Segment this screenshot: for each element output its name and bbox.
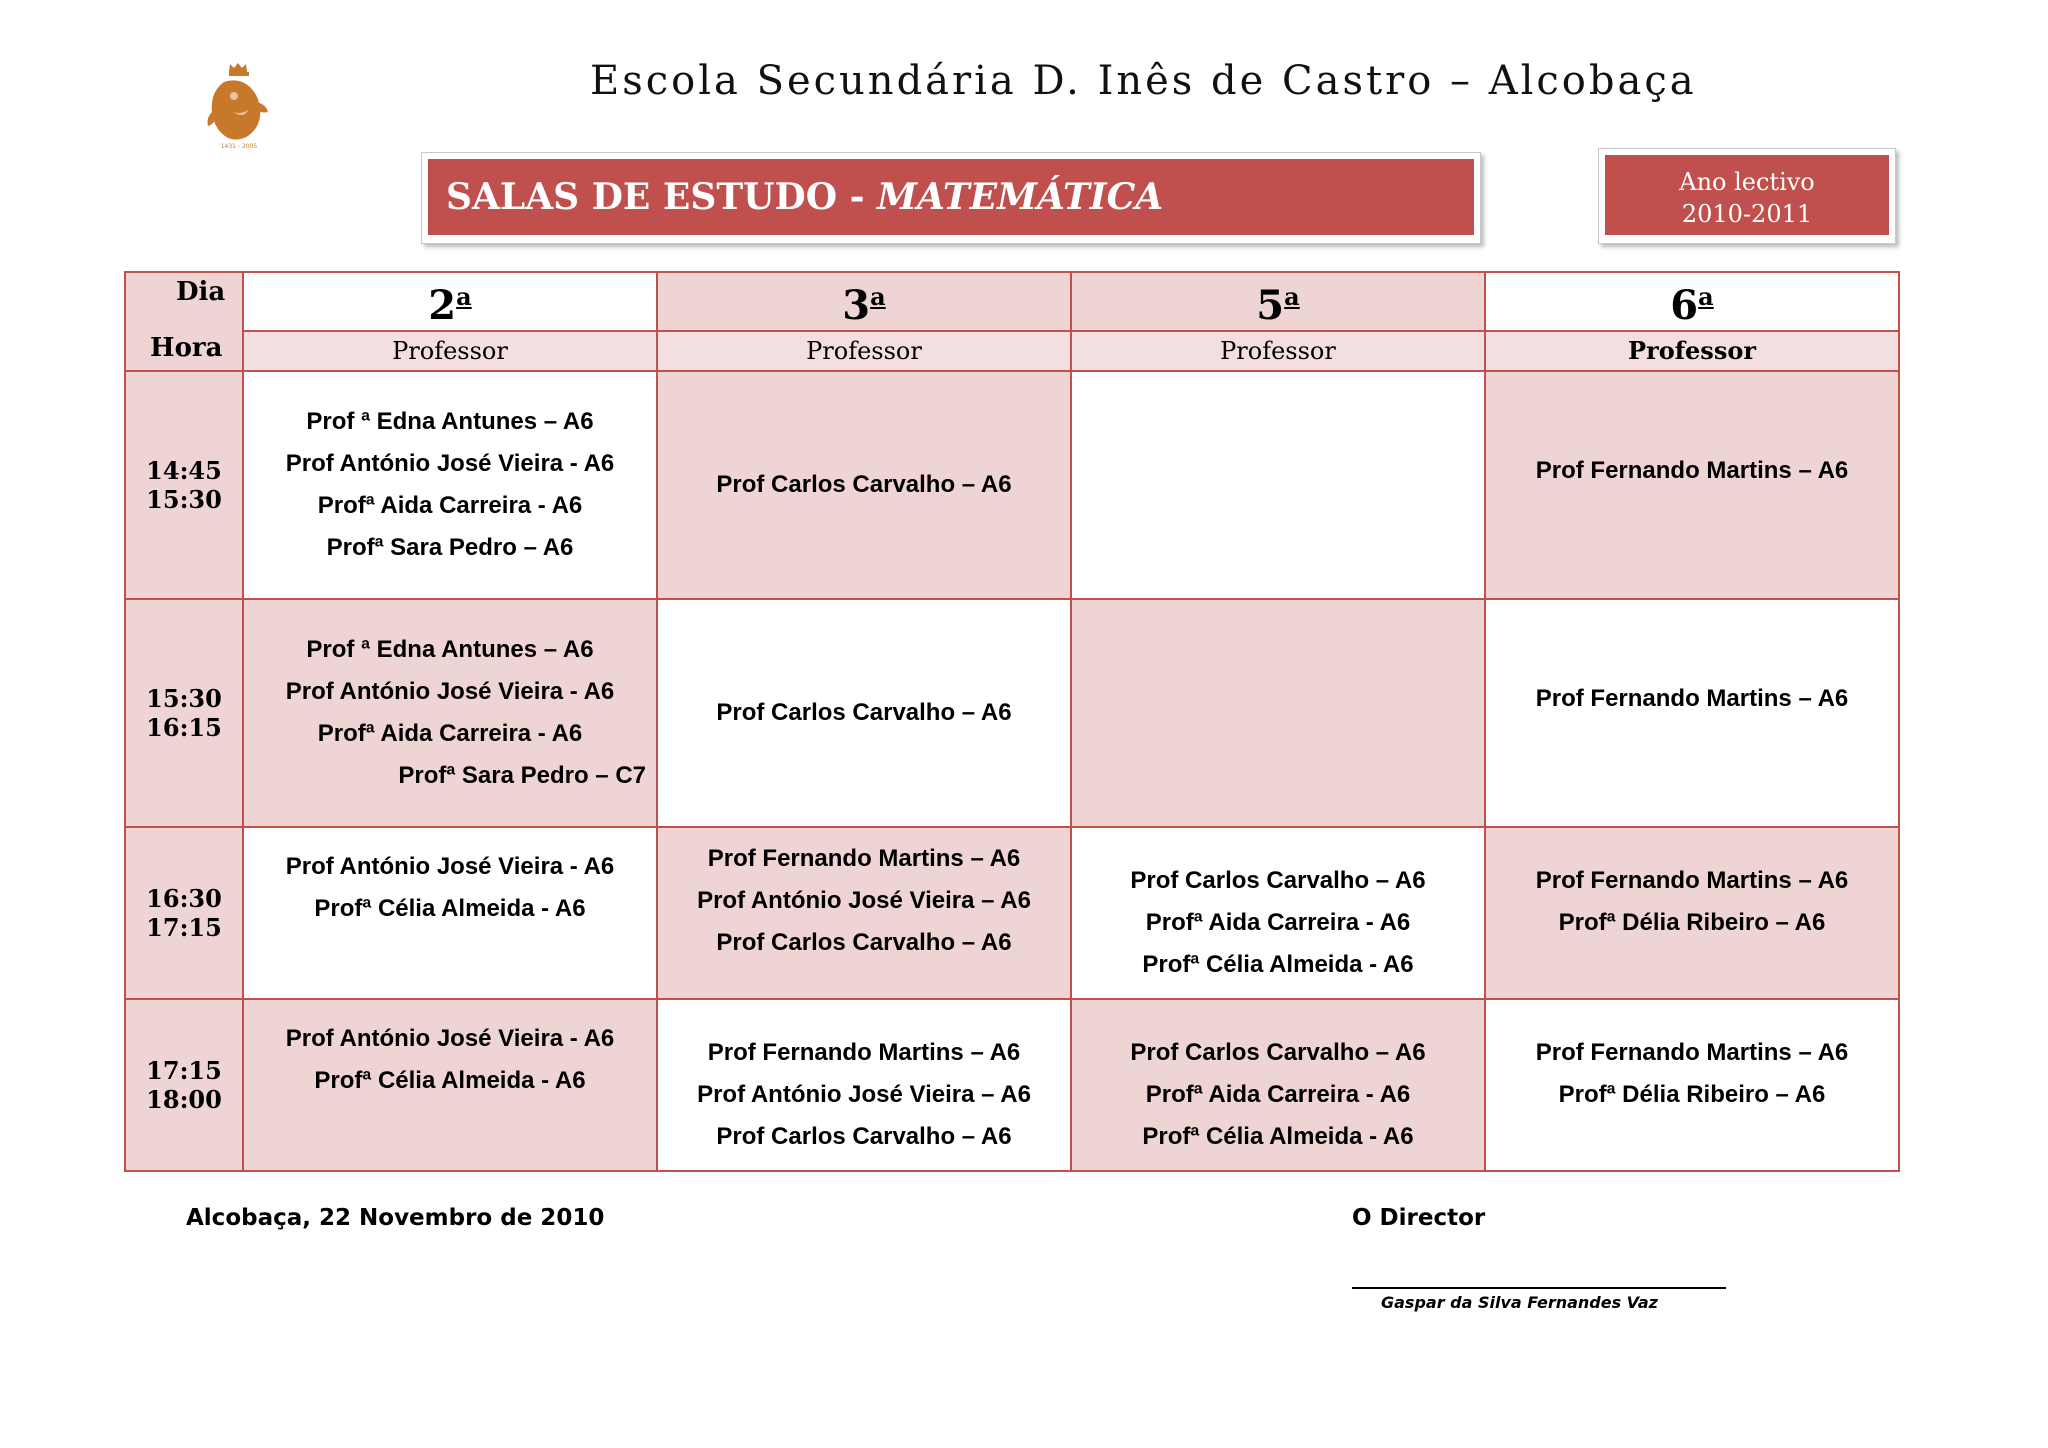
director-name: Gaspar da Silva Fernandes Vaz (1381, 1293, 1658, 1312)
teacher-entry: Prof Fernando Martins – A6 (707, 845, 1021, 872)
school-year-value: 2010-2011 (1681, 200, 1813, 228)
day-ordinal: a (1698, 282, 1714, 311)
day-number: 5 (1256, 282, 1285, 329)
schedule-cell (243, 999, 657, 1171)
title-main: SALAS DE ESTUDO - (446, 176, 878, 218)
schedule-cell (657, 827, 1071, 999)
teacher-entry: Profª Aida Carreira - A6 (1145, 909, 1411, 936)
time-end: 15:30 (146, 485, 222, 514)
schedule-cell (657, 999, 1071, 1171)
professor-header: Professor (657, 331, 1071, 371)
day-ordinal: a (870, 282, 886, 311)
schedule-cell (1485, 599, 1899, 827)
teacher-entry: Prof António José Vieira – A6 (697, 1081, 1031, 1108)
schedule-cell (1485, 827, 1899, 999)
professor-header: Professor (1071, 331, 1485, 371)
teacher-entry: Profª Célia Almeida - A6 (314, 895, 586, 922)
day-ordinal: a (456, 282, 472, 311)
title-banner-bar (428, 159, 1474, 235)
corner-hora-label: Hora (150, 333, 223, 363)
day-number: 6 (1670, 282, 1699, 329)
table-row (125, 999, 1899, 1171)
time-end: 17:15 (146, 913, 222, 942)
schedule-cell (243, 827, 657, 999)
corner-dia-label: Dia (176, 277, 226, 307)
schedule-cell (1485, 371, 1899, 599)
table-row (125, 371, 1899, 599)
schedule-cell (657, 371, 1071, 599)
title-banner (421, 152, 1481, 244)
teacher-entry: Prof Fernando Martins – A6 (707, 1039, 1021, 1066)
schedule-table (124, 271, 1900, 1172)
teacher-entry: Prof Carlos Carvalho – A6 (716, 471, 1012, 498)
teacher-entry: Profª Sara Pedro – C7 (398, 762, 646, 789)
day-header-5 (1071, 272, 1485, 331)
schedule-cell (1485, 999, 1899, 1171)
time-cell (125, 371, 243, 599)
professor-header: Professor (1485, 331, 1899, 371)
schedule-cell (1071, 999, 1485, 1171)
corner-cell (125, 272, 243, 371)
school-title: Escola Secundária D. Inês de Castro – Alcobaça (590, 58, 1697, 104)
teacher-entry: Profª Célia Almeida - A6 (1142, 1123, 1414, 1150)
signature-line (1352, 1287, 1726, 1289)
time-cell (125, 999, 243, 1171)
time-start: 15:30 (146, 684, 222, 713)
teacher-entry: Prof António José Vieira - A6 (285, 853, 615, 880)
teacher-entry: Profª Délia Ribeiro – A6 (1558, 1081, 1826, 1108)
teacher-entry: Prof Carlos Carvalho – A6 (716, 699, 1012, 726)
school-year-box (1598, 148, 1896, 244)
header-professor-row (125, 331, 1899, 371)
teacher-entry: Profª Aida Carreira - A6 (317, 720, 583, 747)
professor-header: Professor (243, 331, 657, 371)
day-number: 3 (842, 282, 871, 329)
teacher-entry: Prof António José Vieira - A6 (285, 450, 615, 477)
teacher-entry: Prof Fernando Martins – A6 (1535, 685, 1849, 712)
schedule-cell (243, 599, 657, 827)
teacher-entry: Prof António José Vieira - A6 (285, 678, 615, 705)
teacher-entry: Profª Sara Pedro – A6 (326, 534, 574, 561)
title-subject: MATEMÁTICA (877, 176, 1164, 218)
teacher-entry: Profª Délia Ribeiro – A6 (1558, 909, 1826, 936)
day-number: 2 (428, 282, 457, 329)
time-start: 17:15 (146, 1056, 222, 1085)
teacher-entry: Prof ª Edna Antunes – A6 (306, 636, 594, 663)
time-start: 16:30 (146, 884, 222, 913)
schedule-cell (657, 599, 1071, 827)
teacher-entry: Prof Carlos Carvalho – A6 (716, 1123, 1012, 1150)
time-cell (125, 599, 243, 827)
teacher-entry: Prof António José Vieira – A6 (697, 887, 1031, 914)
teacher-entry: Prof Fernando Martins – A6 (1535, 457, 1849, 484)
schedule-cell-empty (1071, 371, 1485, 599)
schedule-cell (1071, 827, 1485, 999)
teacher-entry: Profª Célia Almeida - A6 (314, 1067, 586, 1094)
schedule-cell-empty (1071, 599, 1485, 827)
day-header-6 (1485, 272, 1899, 331)
teacher-entry: Prof Carlos Carvalho – A6 (1130, 867, 1426, 894)
teacher-entry: Prof ª Edna Antunes – A6 (306, 408, 594, 435)
day-header-2 (243, 272, 657, 331)
school-year-label: Ano lectivo (1679, 168, 1815, 196)
time-end: 18:00 (146, 1085, 222, 1114)
place-date: Alcobaça, 22 Novembro de 2010 (186, 1205, 605, 1231)
time-start: 14:45 (146, 456, 222, 485)
school-logo (204, 62, 274, 152)
table-row (125, 599, 1899, 827)
header-day-row (125, 272, 1899, 331)
teacher-entry: Prof António José Vieira - A6 (285, 1025, 615, 1052)
teacher-entry: Prof Fernando Martins – A6 (1535, 1039, 1849, 1066)
svg-text:1431 - 2005: 1431 - 2005 (220, 143, 258, 150)
teacher-entry: Prof Carlos Carvalho – A6 (1130, 1039, 1426, 1066)
day-ordinal: a (1284, 282, 1300, 311)
teacher-entry: Profª Aida Carreira - A6 (317, 492, 583, 519)
time-cell (125, 827, 243, 999)
teacher-entry: Profª Célia Almeida - A6 (1142, 951, 1414, 978)
schedule-cell (243, 371, 657, 599)
table-row (125, 827, 1899, 999)
time-end: 16:15 (146, 713, 222, 742)
day-header-3 (657, 272, 1071, 331)
teacher-entry: Profª Aida Carreira - A6 (1145, 1081, 1411, 1108)
teacher-entry: Prof Carlos Carvalho – A6 (716, 929, 1012, 956)
director-label: O Director (1352, 1205, 1486, 1231)
teacher-entry: Prof Fernando Martins – A6 (1535, 867, 1849, 894)
school-year-bar (1605, 155, 1889, 235)
